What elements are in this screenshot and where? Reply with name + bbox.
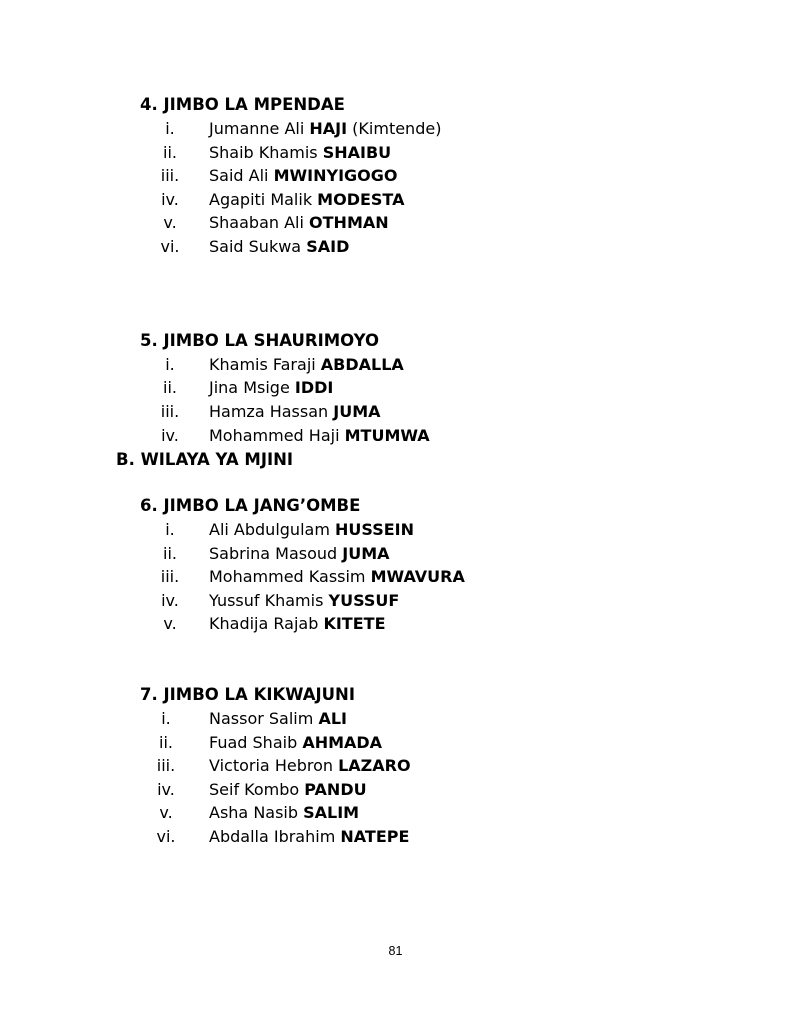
surname: SHAIBU (322, 143, 392, 162)
list-numeral: i. (161, 709, 171, 728)
member-name (209, 778, 367, 801)
member-name (209, 400, 381, 423)
surname: LAZARO (338, 756, 411, 775)
surname: YUSSUF (328, 591, 400, 610)
list-numeral: vi. (160, 237, 180, 256)
member-name (209, 612, 386, 635)
given-name: Shaib Khamis (209, 143, 318, 162)
wilaya-heading: B. WILAYA YA MJINI (116, 450, 294, 469)
member-name (209, 707, 347, 730)
given-name: Abdalla Ibrahim (209, 827, 336, 846)
list-numeral: v. (163, 213, 177, 232)
given-name: Said Ali (209, 166, 269, 185)
list-numeral: v. (159, 803, 173, 822)
member-name (209, 542, 390, 565)
list-numeral: vi. (156, 827, 176, 846)
member-name (209, 565, 465, 588)
given-name: Nassor Salim (209, 709, 314, 728)
surname: ALI (318, 709, 347, 728)
surname: SAID (306, 237, 350, 256)
member-name (209, 754, 411, 777)
surname: OTHMAN (309, 213, 389, 232)
given-name: Said Sukwa (209, 237, 302, 256)
member-name (209, 211, 389, 234)
given-name: Khamis Faraji (209, 355, 316, 374)
list-numeral: iv. (161, 426, 179, 445)
member-name (209, 589, 399, 612)
member-name (209, 117, 441, 140)
surname: ABDALLA (320, 355, 404, 374)
list-numeral: ii. (163, 143, 177, 162)
given-name: Khadija Rajab (209, 614, 319, 633)
member-name (209, 801, 359, 824)
surname: AHMADA (302, 733, 383, 752)
member-name (209, 825, 409, 848)
surname: MODESTA (317, 190, 405, 209)
list-numeral: v. (163, 614, 177, 633)
surname: JUMA (342, 544, 390, 563)
list-numeral: i. (165, 520, 175, 539)
member-name (209, 141, 391, 164)
given-name: Ali Abdulgulam (209, 520, 330, 539)
member-name (209, 376, 333, 399)
member-name (209, 164, 398, 187)
member-name (209, 424, 430, 447)
member-name (209, 235, 349, 258)
list-numeral: iv. (161, 190, 179, 209)
given-name: Hamza Hassan (209, 402, 329, 421)
list-numeral: iii. (160, 166, 180, 185)
given-name: Shaaban Ali (209, 213, 304, 232)
surname: HUSSEIN (335, 520, 414, 539)
given-name: Mohammed Kassim (209, 567, 366, 586)
member-name (209, 188, 404, 211)
given-name: Seif Kombo (209, 780, 300, 799)
member-name (209, 353, 404, 376)
section-heading-jangombe: 6. JIMBO LA JANG’OMBE (140, 496, 361, 515)
page-number: 81 (388, 944, 403, 958)
list-numeral: ii. (163, 378, 177, 397)
list-numeral: i. (165, 355, 175, 374)
surname: PANDU (304, 780, 367, 799)
surname: MWAVURA (370, 567, 465, 586)
list-numeral: ii. (159, 733, 173, 752)
given-name: Yussuf Khamis (209, 591, 324, 610)
surname: KITETE (323, 614, 386, 633)
given-name: Fuad Shaib (209, 733, 298, 752)
given-name: Agapiti Malik (209, 190, 313, 209)
given-name: Jumanne Ali (209, 119, 305, 138)
surname: SALIM (303, 803, 360, 822)
surname: NATEPE (340, 827, 410, 846)
given-name: Asha Nasib (209, 803, 299, 822)
section-heading-mpendae: 4. JIMBO LA MPENDAE (140, 95, 345, 114)
given-name: Sabrina Masoud (209, 544, 338, 563)
list-numeral: iv. (157, 780, 175, 799)
section-heading-kikwajuni: 7. JIMBO LA KIKWAJUNI (140, 685, 355, 704)
given-name: Jina Msige (209, 378, 290, 397)
given-name: Mohammed Haji (209, 426, 340, 445)
member-name (209, 731, 382, 754)
member-note: (Kimtende) (352, 119, 442, 138)
list-numeral: iii. (160, 567, 180, 586)
list-numeral: iii. (156, 756, 176, 775)
list-numeral: i. (165, 119, 175, 138)
surname: IDDI (294, 378, 334, 397)
surname: HAJI (309, 119, 348, 138)
surname: MTUMWA (344, 426, 430, 445)
section-heading-shaurimoyo: 5. JIMBO LA SHAURIMOYO (140, 331, 380, 350)
member-name (209, 518, 414, 541)
surname: MWINYIGOGO (273, 166, 398, 185)
list-numeral: ii. (163, 544, 177, 563)
list-numeral: iii. (160, 402, 180, 421)
given-name: Victoria Hebron (209, 756, 333, 775)
surname: JUMA (333, 402, 381, 421)
list-numeral: iv. (161, 591, 179, 610)
